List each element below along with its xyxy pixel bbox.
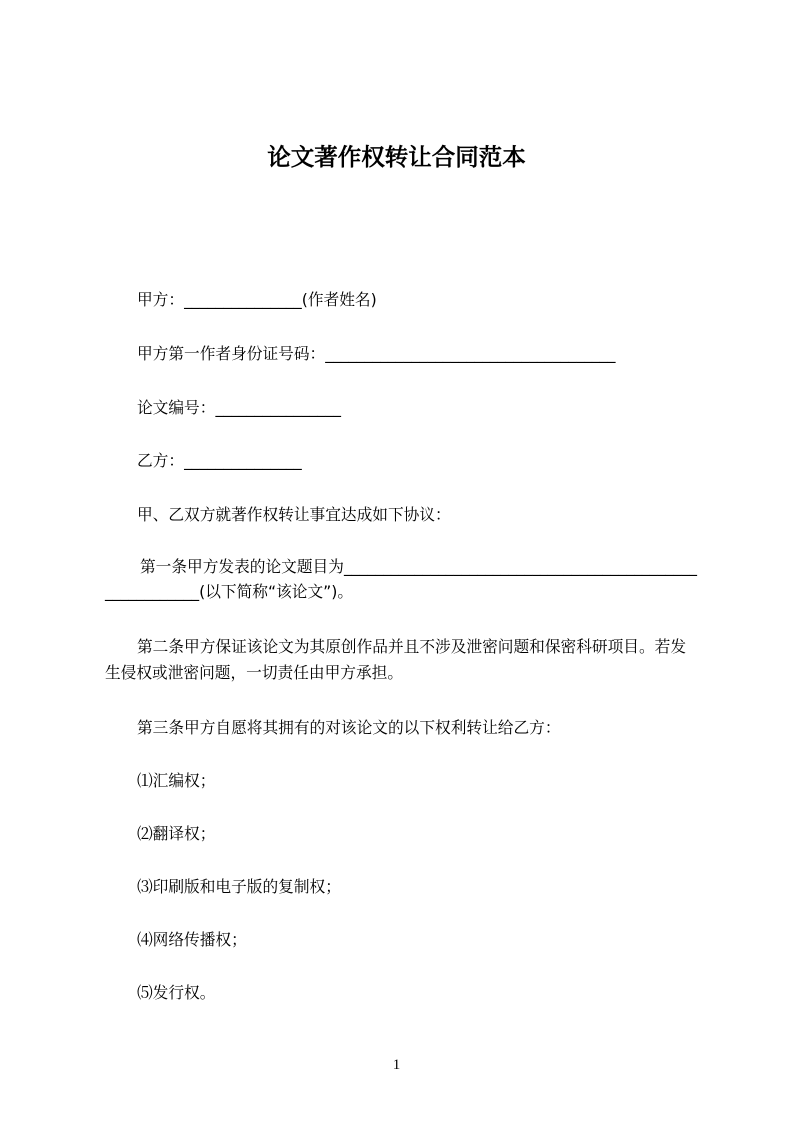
paper-number-blank: ________________ xyxy=(215,398,341,417)
party-a-label: 甲方： xyxy=(137,290,185,309)
clause-1-short-name: (以下简称“该论文”)。 xyxy=(199,582,354,601)
preamble: 甲、乙双方就著作权转让事宜达成如下协议： xyxy=(137,505,451,524)
clause-1-line-1 xyxy=(140,554,697,580)
rights-list-item: ⑷网络传播权； xyxy=(137,930,247,949)
rights-list-item: ⑴汇编权； xyxy=(137,771,216,790)
clause-2-line-2: 生侵权或泄密问题，一切责任由甲方承担。 xyxy=(105,663,404,682)
party-a-note: (作者姓名) xyxy=(301,290,377,309)
party-a-id-blank: _____________________________________ xyxy=(325,344,616,363)
party-a-id-label: 甲方第一作者身份证号码： xyxy=(137,344,326,363)
rights-list-item: ⑵翻译权； xyxy=(137,824,216,843)
clause-1-title-blank-continued: ____________ xyxy=(105,582,200,601)
paper-number-line xyxy=(137,395,341,421)
party-b-blank: _______________ xyxy=(184,451,302,470)
party-b-label: 乙方： xyxy=(137,451,185,470)
document-title: 论文著作权转让合同范本 xyxy=(267,143,526,171)
clause-1-text: 第一条甲方发表的论文题目为 xyxy=(140,557,344,576)
party-a-id-line xyxy=(137,341,615,367)
party-b-line xyxy=(137,448,302,474)
clause-1-title-blank: _____________________________________________ xyxy=(343,557,697,576)
paper-number-label: 论文编号： xyxy=(137,398,216,417)
party-a-blank: _______________ xyxy=(184,290,302,309)
clause-2-line-1: 第二条甲方保证该论文为其原创作品并且不涉及泄密问题和保密科研项目。若发 xyxy=(137,637,687,656)
party-a-line xyxy=(137,287,377,313)
page-number: 1 xyxy=(392,1057,401,1073)
rights-list-item: ⑸发行权。 xyxy=(137,983,216,1002)
clause-1-line-2 xyxy=(105,579,353,605)
clause-3: 第三条甲方自愿将其拥有的对该论文的以下权利转让给乙方： xyxy=(137,718,561,737)
rights-list-item: ⑶印刷版和电子版的复制权； xyxy=(137,877,341,896)
